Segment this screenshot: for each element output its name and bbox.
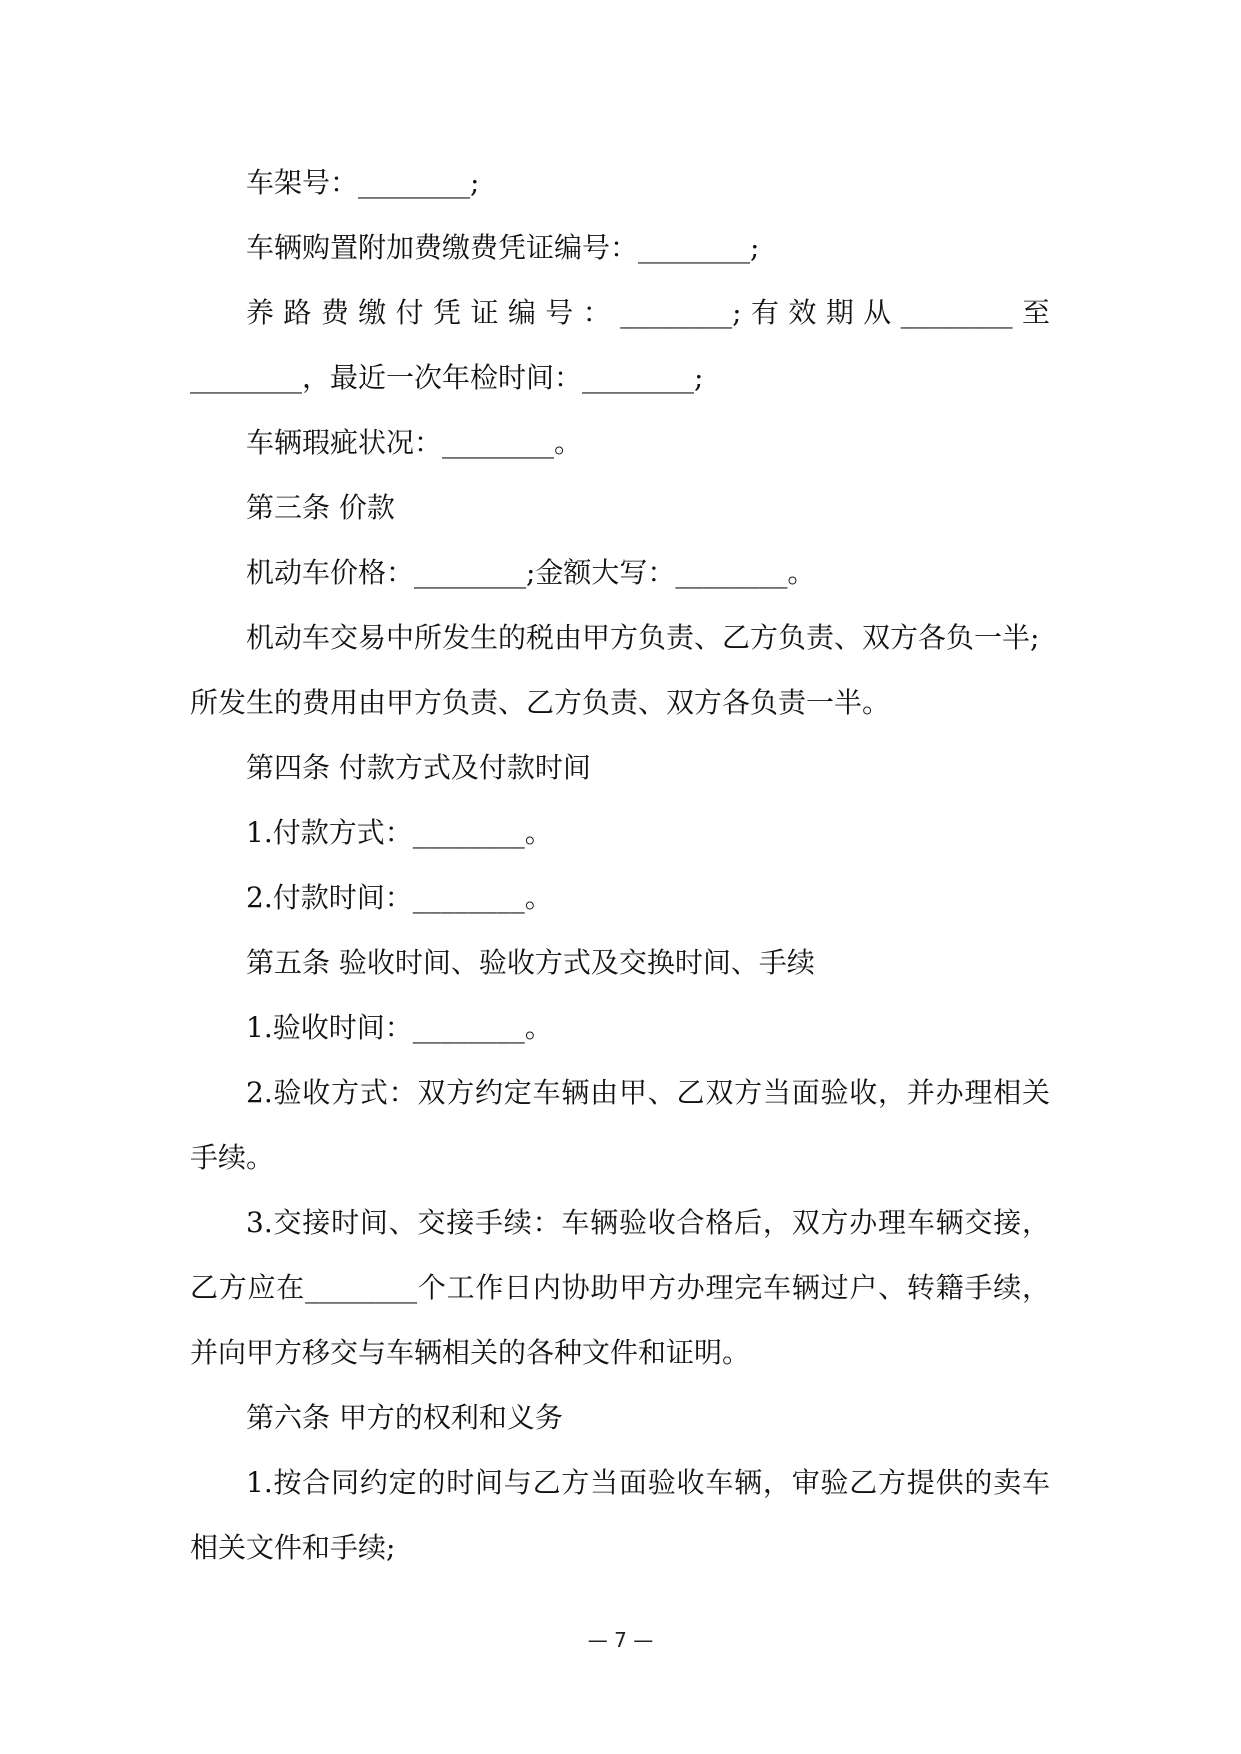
text-line: ________，最近一次年检时间：________; — [190, 361, 704, 394]
text-line: 车架号：________; — [246, 166, 480, 199]
section-heading: 第五条 验收时间、验收方式及交换时间、手续 — [246, 946, 815, 979]
text-line: 3.交接时间、交接手续：车辆验收合格后，双方办理车辆交接， — [246, 1206, 1050, 1239]
text-line: 相关文件和手续; — [190, 1531, 396, 1564]
text-line: 2.付款时间：________。 — [246, 881, 553, 914]
text-line: 手续。 — [190, 1141, 275, 1174]
text-line: 机动车价格：________;金额大写：________。 — [246, 556, 816, 589]
text-line: 养路费缴付凭证编号：________;有效期从________至 — [246, 296, 1050, 329]
text-line: 乙方应在________个工作日内协助甲方办理完车辆过户、转籍手续， — [190, 1271, 1050, 1304]
section-heading: 第六条 甲方的权利和义务 — [246, 1401, 563, 1434]
section-heading: 第三条 价款 — [246, 491, 395, 524]
text-line: 1.验收时间：________。 — [246, 1011, 553, 1044]
section-heading: 第四条 付款方式及付款时间 — [246, 751, 591, 784]
text-line: 机动车交易中所发生的税由甲方负责、乙方负责、双方各负一半; — [246, 621, 1040, 654]
page-number: — 7 — — [587, 1628, 654, 1652]
text-line: 车辆瑕疵状况：________。 — [246, 426, 583, 459]
text-line: 并向甲方移交与车辆相关的各种文件和证明。 — [190, 1336, 751, 1369]
document-body — [190, 150, 1050, 1580]
text-line: 车辆购置附加费缴费凭证编号：________; — [246, 231, 760, 264]
text-line: 所发生的费用由甲方负责、乙方负责、双方各负责一半。 — [190, 686, 891, 719]
text-line: 1.按合同约定的时间与乙方当面验收车辆，审验乙方提供的卖车 — [246, 1466, 1050, 1499]
text-line: 1.付款方式：________。 — [246, 816, 553, 849]
text-line: 2.验收方式：双方约定车辆由甲、乙双方当面验收，并办理相关 — [246, 1076, 1050, 1109]
